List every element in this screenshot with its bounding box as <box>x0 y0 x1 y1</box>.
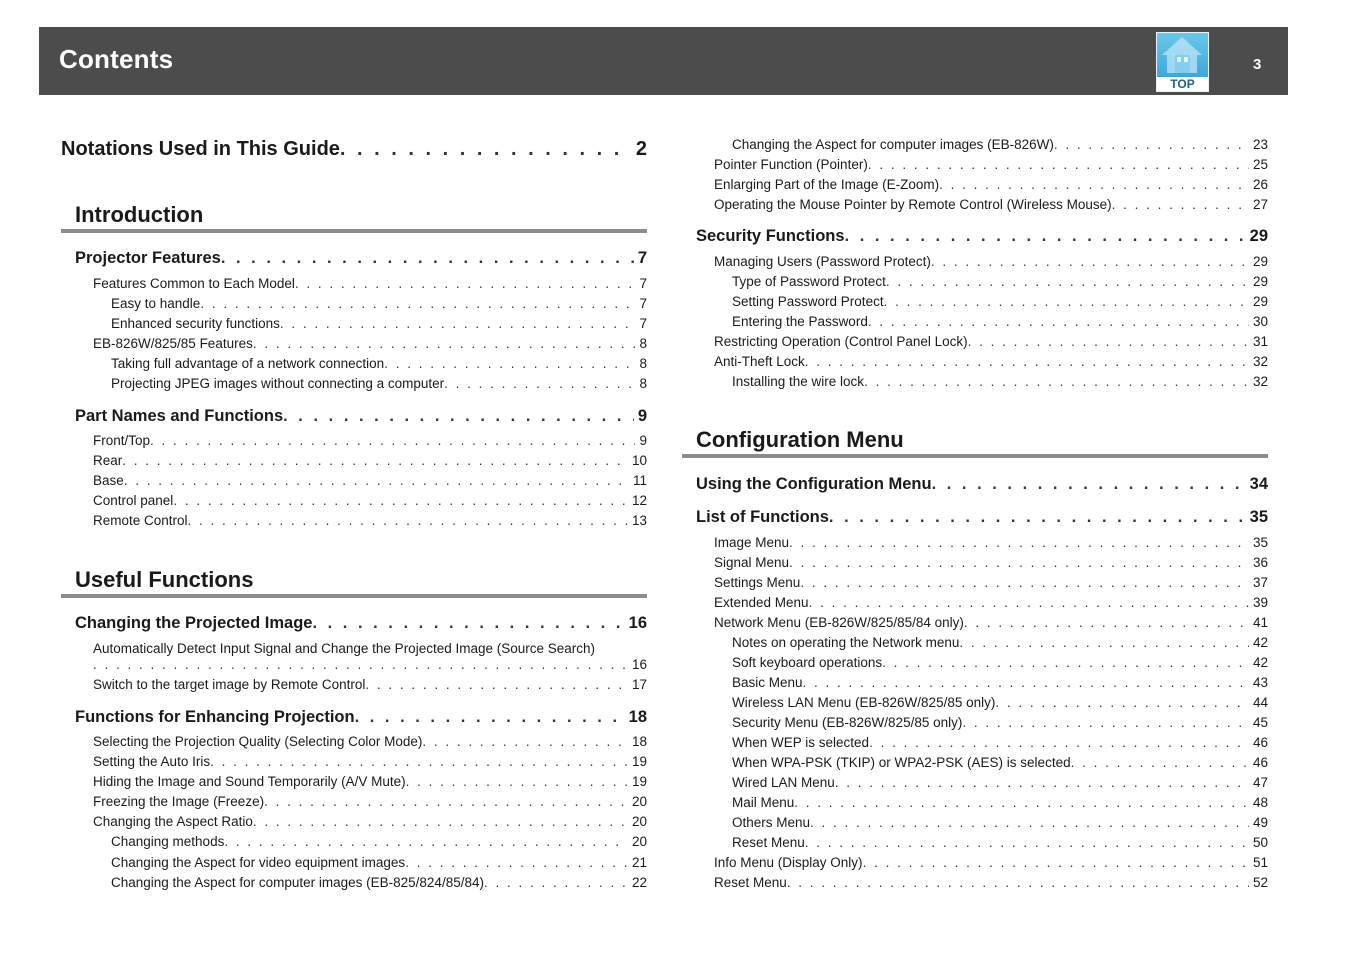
dot-leader <box>939 177 1249 192</box>
entry-title: Enhanced security functions <box>111 316 280 331</box>
entry-page: 31 <box>1252 334 1268 349</box>
entry-page: 32 <box>1252 354 1268 369</box>
dot-leader <box>800 575 1249 590</box>
dot-leader <box>253 814 628 829</box>
toc-entry[interactable] <box>732 274 1268 289</box>
page-title: Contents <box>59 44 174 74</box>
dot-leader <box>253 336 636 351</box>
entry-title: Entering the Password <box>732 314 868 329</box>
entry-title: Changing methods <box>111 834 225 849</box>
entry-page: 12 <box>631 493 647 508</box>
toc-entry[interactable] <box>111 855 647 870</box>
entry-title: Security Functions <box>696 227 845 245</box>
dot-leader <box>444 376 635 391</box>
entry-title: Base <box>93 473 124 488</box>
entry-page: 11 <box>632 473 647 488</box>
dot-leader <box>384 356 635 371</box>
entry-page: 7 <box>637 249 647 267</box>
dot-leader <box>312 614 624 633</box>
toc-entry[interactable] <box>714 855 1268 870</box>
entry-page: 46 <box>1252 735 1268 750</box>
toc-entry[interactable] <box>732 374 1268 389</box>
entry-page: 42 <box>1252 635 1268 650</box>
entry-title: Enlarging Part of the Image (E-Zoom) <box>714 177 940 192</box>
dot-leader <box>406 774 628 789</box>
dot-leader <box>484 875 628 890</box>
toc-entry[interactable] <box>93 754 647 769</box>
entry-page: 29 <box>1249 227 1268 245</box>
entry-title: Part Names and Functions <box>75 407 284 425</box>
entry-title: Mail Menu <box>732 795 795 810</box>
dot-leader <box>869 735 1249 750</box>
entry-title: Restricting Operation (Control Panel Lock) <box>714 334 968 349</box>
section-divider <box>61 594 647 598</box>
dot-leader <box>962 715 1249 730</box>
entry-title: Easy to handle <box>111 296 201 311</box>
toc-entry-security[interactable] <box>696 227 1268 246</box>
entry-title: Setting the Auto Iris <box>93 754 211 769</box>
toc-entry[interactable] <box>93 734 647 749</box>
entry-page: 19 <box>631 754 647 769</box>
entry-page: 8 <box>639 356 647 371</box>
entry-page: 20 <box>631 814 647 829</box>
toc-entry[interactable] <box>732 735 1268 750</box>
dot-leader <box>932 475 1246 494</box>
entry-page: 42 <box>1252 655 1268 670</box>
section-title-useful-functions: Useful Functions <box>75 567 254 592</box>
dot-leader <box>964 615 1249 630</box>
entry-page: 23 <box>1252 137 1268 152</box>
entry-title: Front/Top <box>93 433 151 448</box>
toc-entry[interactable] <box>714 575 1268 590</box>
toc-entry[interactable] <box>714 157 1268 172</box>
entry-title: List of Functions <box>696 508 829 526</box>
dot-leader <box>150 433 635 448</box>
entry-title: Hiding the Image and Sound Temporarily (A/V Mute) <box>93 774 406 789</box>
toc-entry-notations[interactable] <box>61 138 647 161</box>
entry-page: 47 <box>1252 775 1268 790</box>
dot-leader <box>868 157 1249 172</box>
entry-title: Changing the Aspect Ratio <box>93 814 253 829</box>
entry-page: 8 <box>639 336 647 351</box>
toc-entry[interactable] <box>93 336 647 351</box>
section-title-configuration-menu: Configuration Menu <box>696 427 904 452</box>
toc-entry[interactable] <box>732 715 1268 730</box>
toc-entry[interactable] <box>714 535 1268 550</box>
entry-title: Features Common to Each Model <box>93 276 295 291</box>
dot-leader <box>995 695 1249 710</box>
entry-page: 46 <box>1252 755 1268 770</box>
entry-page: 16 <box>628 614 647 632</box>
entry-page: 43 <box>1252 675 1268 690</box>
toc-entry[interactable] <box>93 276 647 291</box>
entry-page: 30 <box>1252 314 1268 329</box>
toc-entry[interactable] <box>732 137 1268 152</box>
toc-entry[interactable] <box>732 795 1268 810</box>
entry-title: When WPA-PSK (TKIP) or WPA2-PSK (AES) is selected <box>732 755 1071 770</box>
entry-page: 45 <box>1252 715 1268 730</box>
toc-entry-continuation[interactable] <box>93 657 647 672</box>
toc-entry[interactable] <box>93 677 647 692</box>
dot-leader <box>200 296 635 311</box>
dot-leader <box>829 508 1246 527</box>
dot-leader <box>845 227 1246 246</box>
entry-title: Pointer Function (Pointer) <box>714 157 868 172</box>
entry-title: Using the Configuration Menu <box>696 475 932 493</box>
entry-title: Type of Password Protect <box>732 274 886 289</box>
toc-entry-changing-image[interactable] <box>75 614 647 633</box>
entry-title: Setting Password Protect <box>732 294 884 309</box>
dot-leader <box>882 655 1249 670</box>
entry-title: Remote Control <box>93 513 188 528</box>
entry-page: 16 <box>631 657 647 672</box>
toc-entry[interactable] <box>732 294 1268 309</box>
toc-entry[interactable] <box>111 296 647 311</box>
toc-entry[interactable] <box>732 835 1268 850</box>
entry-title: Managing Users (Password Protect) <box>714 254 931 269</box>
entry-page: 37 <box>1252 575 1268 590</box>
entry-page: 52 <box>1252 875 1268 890</box>
toc-entry[interactable] <box>732 815 1268 830</box>
dot-leader <box>221 249 634 268</box>
toc-entry[interactable] <box>111 376 647 391</box>
entry-page: 32 <box>1252 374 1268 389</box>
toc-entry-enhancing[interactable] <box>75 708 647 727</box>
entry-page: 48 <box>1252 795 1268 810</box>
entry-page: 34 <box>1249 475 1268 493</box>
toc-entry[interactable] <box>93 453 647 468</box>
dot-leader <box>1054 137 1249 152</box>
toc-entry[interactable] <box>732 635 1268 650</box>
entry-title: When WEP is selected <box>732 735 870 750</box>
dot-leader <box>210 754 628 769</box>
top-button[interactable] <box>1156 32 1209 92</box>
entry-page: 29 <box>1252 254 1268 269</box>
dot-leader <box>422 734 628 749</box>
entry-page: 20 <box>631 794 647 809</box>
toc-entry[interactable] <box>93 774 647 789</box>
dot-leader <box>809 595 1249 610</box>
entry-page: 18 <box>631 734 647 749</box>
entry-title: Installing the wire lock <box>732 374 865 389</box>
toc-entry[interactable] <box>93 513 647 528</box>
toc-entry[interactable] <box>714 555 1268 570</box>
dot-leader <box>868 314 1249 329</box>
dot-leader <box>794 795 1249 810</box>
dot-leader <box>1112 197 1249 212</box>
entry-page: 35 <box>1252 535 1268 550</box>
entry-title: Changing the Projected Image <box>75 614 313 632</box>
dot-leader <box>968 334 1249 349</box>
toc-entry[interactable] <box>111 356 647 371</box>
entry-page: 27 <box>1252 197 1268 212</box>
toc-entry[interactable] <box>732 314 1268 329</box>
entry-title: Changing the Aspect for computer images (EB-825/824/85/84) <box>111 875 484 890</box>
section-divider <box>61 229 647 233</box>
toc-entry[interactable] <box>714 875 1268 890</box>
dot-leader <box>355 708 625 727</box>
entry-title: Freezing the Image (Freeze) <box>93 794 265 809</box>
entry-page: 44 <box>1252 695 1268 710</box>
entry-title: Image Menu <box>714 535 790 550</box>
entry-title: Reset Menu <box>732 835 805 850</box>
toc-entry[interactable] <box>93 493 647 508</box>
dot-leader <box>810 815 1249 830</box>
dot-leader <box>789 555 1249 570</box>
dot-leader <box>886 274 1249 289</box>
dot-leader <box>173 493 628 508</box>
dot-leader <box>931 254 1249 269</box>
entry-title: Selecting the Projection Quality (Selecting Color Mode) <box>93 734 423 749</box>
toc-entry[interactable] <box>93 794 647 809</box>
entry-title: Security Menu (EB-826W/825/85 only) <box>732 715 963 730</box>
entry-page: 17 <box>631 677 647 692</box>
entry-page: 36 <box>1252 555 1268 570</box>
dot-leader <box>93 657 628 672</box>
entry-title: Wired LAN Menu <box>732 775 835 790</box>
toc-entry-projector-features[interactable] <box>75 249 647 268</box>
dot-leader <box>805 354 1249 369</box>
entry-title: Projecting JPEG images without connecting a computer <box>111 376 445 391</box>
entry-page: 50 <box>1252 835 1268 850</box>
entry-title: Notes on operating the Network menu <box>732 635 960 650</box>
entry-title: Taking full advantage of a network connection <box>111 356 385 371</box>
dot-leader <box>405 855 628 870</box>
entry-title: Info Menu (Display Only) <box>714 855 863 870</box>
entry-title: Reset Menu <box>714 875 787 890</box>
toc-entry[interactable] <box>714 334 1268 349</box>
dot-leader <box>283 407 634 426</box>
dot-leader <box>835 775 1249 790</box>
toc-entry[interactable] <box>93 433 647 448</box>
toc-entry[interactable] <box>93 814 647 829</box>
dot-leader <box>803 675 1249 690</box>
toc-entry[interactable] <box>111 875 647 890</box>
entry-page: 26 <box>1252 177 1268 192</box>
dot-leader <box>863 855 1249 870</box>
entry-page: 7 <box>639 276 647 291</box>
dot-leader <box>1071 755 1249 770</box>
entry-title: Changing the Aspect for video equipment images <box>111 855 406 870</box>
entry-title: Anti-Theft Lock <box>714 354 805 369</box>
dot-leader <box>264 794 628 809</box>
entry-title: EB-826W/825/85 Features <box>93 336 253 351</box>
toc-entry-title-wrapped[interactable]: Automatically Detect Input Signal and Change the Projected Image (Source Search) <box>93 641 596 656</box>
entry-page: 29 <box>1252 294 1268 309</box>
toc-entry-list-functions[interactable] <box>696 508 1268 527</box>
dot-leader <box>365 677 628 692</box>
dot-leader <box>280 316 636 331</box>
dot-leader <box>295 276 636 291</box>
entry-page: 10 <box>631 453 647 468</box>
entry-title: Changing the Aspect for computer images (EB-826W) <box>732 137 1054 152</box>
entry-title: Others Menu <box>732 815 811 830</box>
entry-page: 18 <box>628 708 647 726</box>
entry-page: 7 <box>639 316 647 331</box>
entry-title: Control panel <box>93 493 174 508</box>
dot-leader <box>188 513 628 528</box>
section-title-introduction: Introduction <box>75 202 204 227</box>
toc-entry[interactable] <box>111 316 647 331</box>
entry-title: Switch to the target image by Remote Control <box>93 677 366 692</box>
dot-leader <box>789 535 1249 550</box>
entry-title: Functions for Enhancing Projection <box>75 708 355 726</box>
entry-page: 9 <box>639 433 647 448</box>
dot-leader <box>124 473 629 488</box>
entry-page: 41 <box>1252 615 1268 630</box>
toc-entry-part-names[interactable] <box>75 407 647 426</box>
toc-entry[interactable] <box>732 675 1268 690</box>
entry-page: 13 <box>631 513 647 528</box>
entry-page: 25 <box>1252 157 1268 172</box>
entry-title: Soft keyboard operations <box>732 655 883 670</box>
toc-entry[interactable] <box>111 834 647 849</box>
toc-entry[interactable] <box>714 354 1268 369</box>
entry-title: Rear <box>93 453 123 468</box>
toc-entry[interactable] <box>732 655 1268 670</box>
page-number: 3 <box>1253 56 1262 73</box>
entry-page: 8 <box>639 376 647 391</box>
dot-leader <box>884 294 1249 309</box>
entry-page: 9 <box>637 407 647 425</box>
entry-title: Network Menu (EB-826W/825/85/84 only) <box>714 615 964 630</box>
entry-page: 20 <box>631 834 647 849</box>
entry-page: 49 <box>1252 815 1268 830</box>
dot-leader <box>805 835 1249 850</box>
entry-page: 29 <box>1252 274 1268 289</box>
dot-leader <box>864 374 1249 389</box>
entry-page: 2 <box>635 138 647 160</box>
dot-leader <box>959 635 1249 650</box>
entry-page: 22 <box>631 875 647 890</box>
entry-title: Projector Features <box>75 249 221 267</box>
toc-entry[interactable] <box>93 473 647 488</box>
entry-title: Wireless LAN Menu (EB-826W/825/85 only) <box>732 695 996 710</box>
entry-page: 19 <box>631 774 647 789</box>
toc-entry[interactable] <box>714 177 1268 192</box>
entry-page: 35 <box>1249 508 1268 526</box>
entry-title: Notations Used in This Guide <box>61 138 340 160</box>
dot-leader <box>787 875 1249 890</box>
toc-entry-using-config[interactable] <box>696 475 1268 494</box>
entry-title: Extended Menu <box>714 595 809 610</box>
entry-page: 21 <box>631 855 647 870</box>
entry-title: Operating the Mouse Pointer by Remote Control (Wireless Mouse) <box>714 197 1112 212</box>
toc-entry[interactable] <box>714 254 1268 269</box>
home-icon <box>1157 33 1208 77</box>
toc-entry[interactable] <box>714 197 1268 212</box>
dot-leader <box>122 453 628 468</box>
dot-leader <box>224 834 628 849</box>
entry-page: 51 <box>1252 855 1268 870</box>
entry-title: Signal Menu <box>714 555 790 570</box>
entry-page: 39 <box>1252 595 1268 610</box>
entry-page: 7 <box>639 296 647 311</box>
dot-leader <box>340 138 632 161</box>
section-divider <box>682 454 1268 458</box>
header-bar <box>39 27 1288 95</box>
entry-title: Basic Menu <box>732 675 803 690</box>
toc-entry[interactable] <box>714 595 1268 610</box>
toc-entry[interactable] <box>714 615 1268 630</box>
top-label: TOP <box>1157 77 1208 91</box>
toc-entry[interactable] <box>732 775 1268 790</box>
entry-title: Settings Menu <box>714 575 801 590</box>
toc-entry[interactable] <box>732 755 1268 770</box>
toc-entry[interactable] <box>732 695 1268 710</box>
